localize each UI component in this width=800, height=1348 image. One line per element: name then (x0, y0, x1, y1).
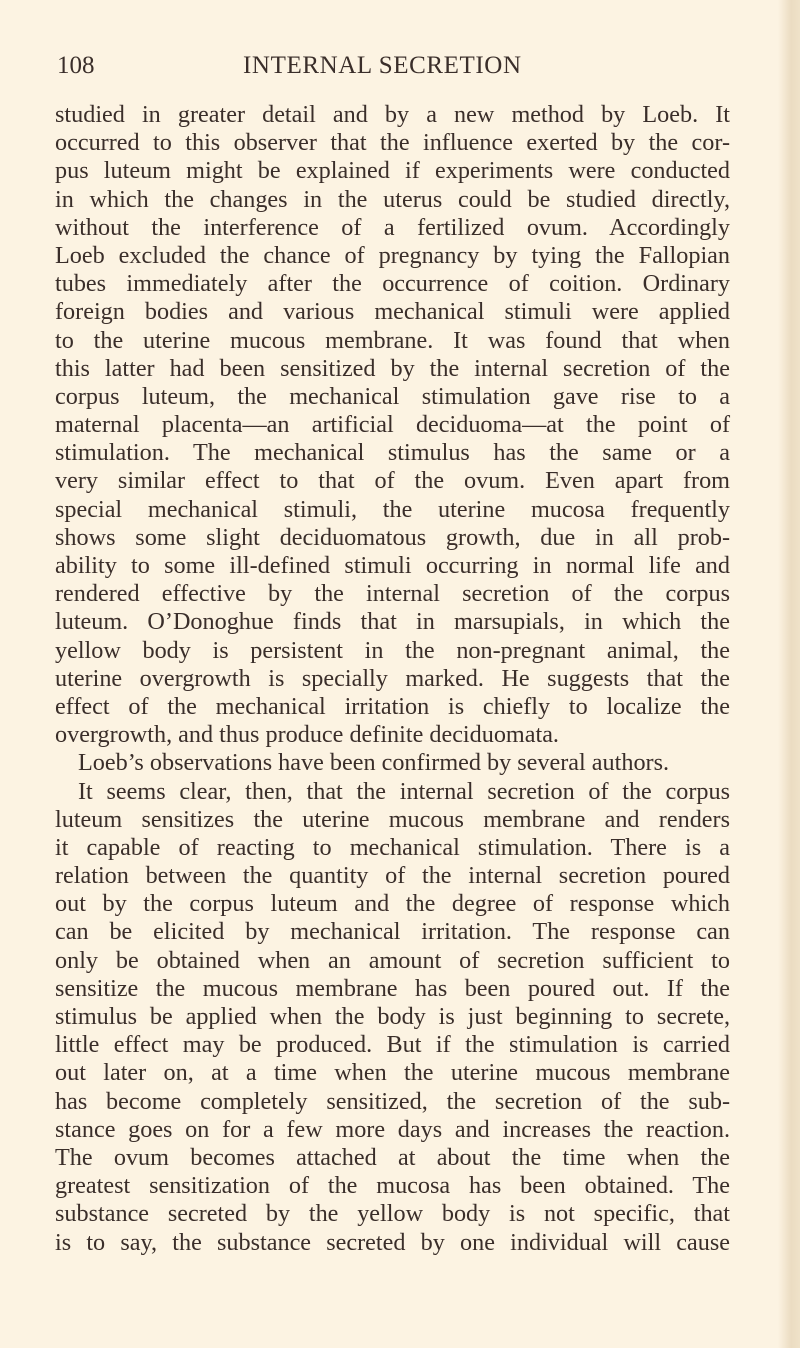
text-line: The ovum becomes attached at about the time when the (55, 1143, 730, 1171)
text-line: very similar effect to that of the ovum. Even apart from (55, 467, 730, 495)
running-title: INTERNAL SECRETION (243, 52, 522, 79)
text-line: can be elicited by mechanical irritation. The response can (55, 918, 730, 946)
text-line: uterine overgrowth is specially marked. He suggests that the (55, 664, 730, 692)
text-line: out later on, at a time when the uterine mucous membrane (55, 1059, 730, 1087)
text-line: Loeb’s observations have been confirmed by several authors. (78, 749, 670, 777)
text-line: this latter had been sensitized by the internal secretion of the (55, 354, 730, 382)
text-line: only be obtained when an amount of secretion sufficient to (55, 946, 730, 974)
text-line: occurred to this observer that the influence exerted by the cor- (55, 129, 730, 157)
running-head (55, 50, 730, 82)
text-line: greatest sensitization of the mucosa has been obtained. The (55, 1172, 730, 1200)
text-line: corpus luteum, the mechanical stimulation gave rise to a (55, 382, 730, 410)
text-line: pus luteum might be explained if experiments were conducted (55, 157, 730, 185)
page-gutter-shadow (778, 0, 800, 1348)
text-line: it capable of reacting to mechanical stimulation. There is a (55, 833, 730, 861)
text-line: maternal placenta—an artificial deciduoma—at the point of (55, 411, 730, 439)
text-line: little effect may be produced. But if the stimulation is carried (55, 1031, 730, 1059)
text-line: in which the changes in the uterus could be studied directly, (55, 185, 730, 213)
text-line: is to say, the substance secreted by one individual will cause (55, 1228, 730, 1256)
text-line: Loeb excluded the chance of pregnancy by tying the Fallopian (55, 241, 730, 269)
text-line: out by the corpus luteum and the degree of response which (55, 890, 730, 918)
text-line: sensitize the mucous membrane has been poured out. If the (55, 974, 730, 1002)
text-line: rendered effective by the internal secretion of the corpus (55, 580, 730, 608)
body-text (55, 101, 730, 1257)
text-line: studied in greater detail and by a new method by Loeb. It (55, 101, 730, 128)
text-line: substance secreted by the yellow body is not specific, that (55, 1200, 730, 1228)
text-line: stimulation. The mechanical stimulus has the same or a (55, 439, 730, 467)
text-line: luteum sensitizes the uterine mucous membrane and renders (55, 805, 730, 833)
text-line: stance goes on for a few more days and increases the reaction. (55, 1115, 730, 1143)
text-line: It seems clear, then, that the internal secretion of the corpus (78, 777, 730, 805)
text-line: overgrowth, and thus produce definite deciduomata. (55, 721, 559, 749)
text-line: special mechanical stimuli, the uterine mucosa frequently (55, 495, 730, 523)
text-line: to the uterine mucous membrane. It was found that when (55, 326, 730, 354)
text-line: luteum. O’Donoghue finds that in marsupials, in which the (55, 608, 730, 636)
text-line: has become completely sensitized, the secretion of the sub- (55, 1087, 730, 1115)
text-line: yellow body is persistent in the non-pregnant animal, the (55, 636, 730, 664)
text-line: foreign bodies and various mechanical stimuli were applied (55, 298, 730, 326)
text-line: ability to some ill-defined stimuli occurring in normal life and (55, 552, 730, 579)
text-line: stimulus be applied when the body is just beginning to secrete, (55, 1003, 730, 1030)
text-line: tubes immediately after the occurrence of coition. Ordinary (55, 270, 730, 298)
text-line: effect of the mechanical irritation is chiefly to localize the (55, 692, 730, 720)
page-number: 108 (57, 52, 95, 79)
text-line: without the interference of a fertilized ovum. Accordingly (55, 213, 730, 241)
text-line: shows some slight deciduomatous growth, due in all prob- (55, 523, 730, 551)
text-line: relation between the quantity of the internal secretion poured (55, 862, 730, 890)
